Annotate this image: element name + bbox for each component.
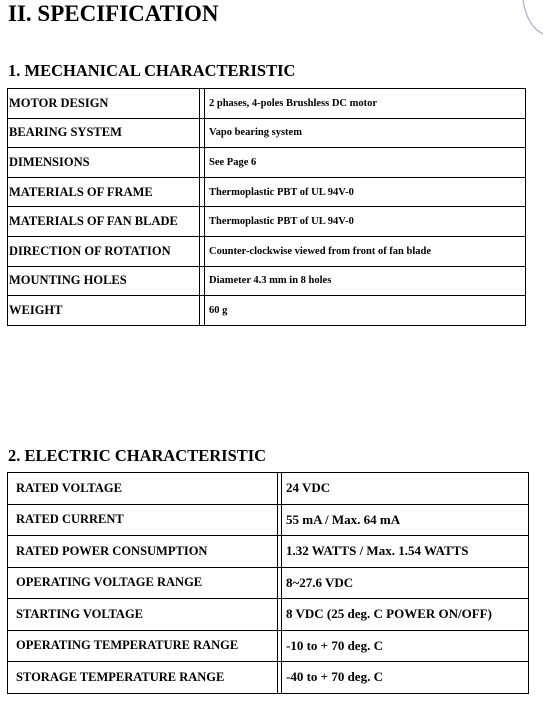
electric-row-label: STARTING VOLTAGE [8,599,278,631]
page-title: II. SPECIFICATION [8,1,219,26]
electric-row-label: RATED VOLTAGE [8,473,278,505]
mechanical-row [8,236,526,266]
mechanical-row [8,296,526,326]
mechanical-row [8,118,526,148]
mechanical-section-title: 1. MECHANICAL CHARACTERISTIC [8,61,296,80]
mechanical-row-label: MOTOR DESIGN [8,89,200,119]
mechanical-row-value: Thermoplastic PBT of UL 94V-0 [205,177,526,207]
mechanical-row-value: Vapo bearing system [205,118,526,148]
electric-row-value: 24 VDC [282,473,529,505]
electric-row [8,630,529,662]
electric-table [7,472,529,694]
mechanical-row [8,207,526,237]
electric-row-label: OPERATING VOLTAGE RANGE [8,567,278,599]
electric-row-value: 8 VDC (25 deg. C POWER ON/OFF) [282,599,529,631]
electric-row-label: RATED POWER CONSUMPTION [8,536,278,568]
electric-row-label: RATED CURRENT [8,504,278,536]
electric-row [8,504,529,536]
mechanical-row-value: 60 g [205,296,526,326]
electric-row-label: OPERATING TEMPERATURE RANGE [8,630,278,662]
mechanical-row [8,266,526,296]
electric-row [8,567,529,599]
mechanical-row-label: MATERIALS OF FAN BLADE [8,207,200,237]
electric-row-value: -40 to + 70 deg. C [282,662,529,694]
mechanical-row-value: See Page 6 [205,148,526,178]
mechanical-row [8,148,526,178]
electric-row [8,536,529,568]
electric-row-value: 1.32 WATTS / Max. 1.54 WATTS [282,536,529,568]
mechanical-row [8,177,526,207]
mechanical-row-label: DIMENSIONS [8,148,200,178]
mechanical-row-label: MATERIALS OF FRAME [8,177,200,207]
electric-row-label: STORAGE TEMPERATURE RANGE [8,662,278,694]
mechanical-row-value: 2 phases, 4-poles Brushless DC motor [205,89,526,119]
mechanical-row-value: Thermoplastic PBT of UL 94V-0 [205,207,526,237]
mechanical-row-value: Diameter 4.3 mm in 8 holes [205,266,526,296]
mechanical-row-label: BEARING SYSTEM [8,118,200,148]
electric-row-value: 8~27.6 VDC [282,567,529,599]
mechanical-row-value: Counter-clockwise viewed from front of fan blade [205,236,526,266]
electric-row-value: -10 to + 70 deg. C [282,630,529,662]
mechanical-table [7,88,526,326]
mechanical-row [8,89,526,119]
mechanical-row-label: WEIGHT [8,296,200,326]
mechanical-row-label: MOUNTING HOLES [8,266,200,296]
corner-arc-decoration [521,0,543,36]
electric-section-title: 2. ELECTRIC CHARACTERISTIC [8,446,267,465]
mechanical-row-label: DIRECTION OF ROTATION [8,236,200,266]
electric-row [8,599,529,631]
electric-row [8,662,529,694]
electric-row-value: 55 mA / Max. 64 mA [282,504,529,536]
electric-row [8,473,529,505]
